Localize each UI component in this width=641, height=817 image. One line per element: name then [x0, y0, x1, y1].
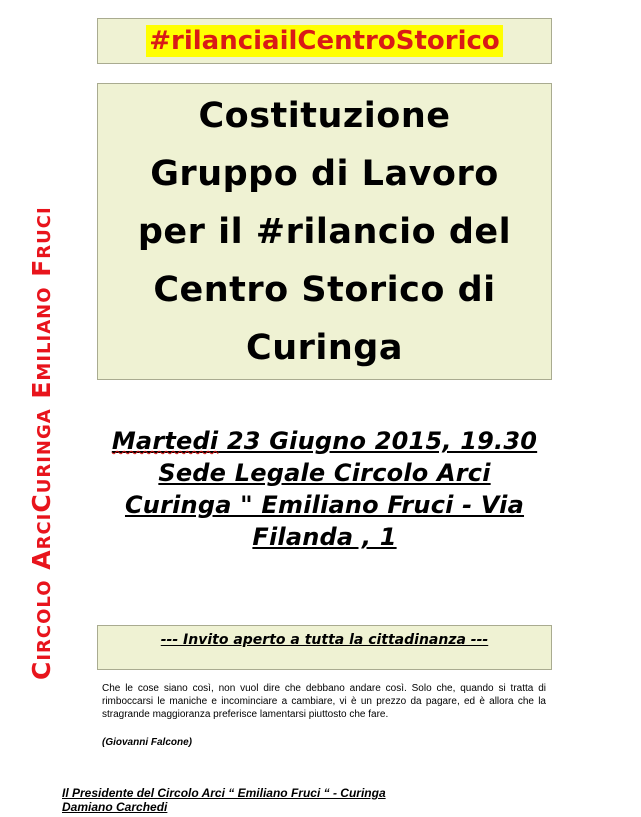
event-details: [97, 425, 552, 553]
event-location-line: Curinga " Emiliano Fruci - Via: [124, 491, 525, 519]
signature-name: Damiano Carchedi: [62, 800, 168, 814]
invite-text: --- Invito aperto a tutta la cittadinanza ---: [160, 632, 489, 648]
quote-text: Che le cose siano così, non vuol dire che debbano andare così. Solo che, quando si tratta di rimboccarsi le maniche e incominciare a cambiare, vi è un prezzo da pagare, ed è allora che la stragrande maggioranza preferisce lamentarsi piuttosto che fare.: [102, 683, 546, 720]
title-line: Gruppo di Lavoro: [150, 153, 499, 194]
title-line: Centro Storico di: [153, 269, 496, 310]
event-datetime: 23 Giugno 2015, 19.30: [218, 427, 538, 455]
signature: [62, 786, 386, 814]
title-line: Costituzione: [198, 95, 451, 136]
title-line: Curinga: [246, 327, 403, 368]
title-line: per il #rilancio del: [137, 211, 512, 252]
event-location-line: Filanda , 1: [252, 523, 397, 551]
title-box: [97, 83, 552, 380]
event-date: [97, 425, 552, 457]
event-location-line: Sede Legale Circolo Arci: [158, 459, 491, 487]
hashtag-text: #rilanciailCentroStorico: [146, 25, 503, 57]
signature-role: Il Presidente del Circolo Arci “ Emiliano Fruci “ - Curinga: [62, 786, 386, 800]
event-day: Martedi: [111, 427, 219, 455]
hashtag-box: [97, 18, 552, 64]
vertical-title: Circolo ArciCuringa Emiliano Fruci: [27, 206, 56, 680]
quote-author: (Giovanni Falcone): [102, 737, 193, 748]
invite-box: [97, 625, 552, 670]
